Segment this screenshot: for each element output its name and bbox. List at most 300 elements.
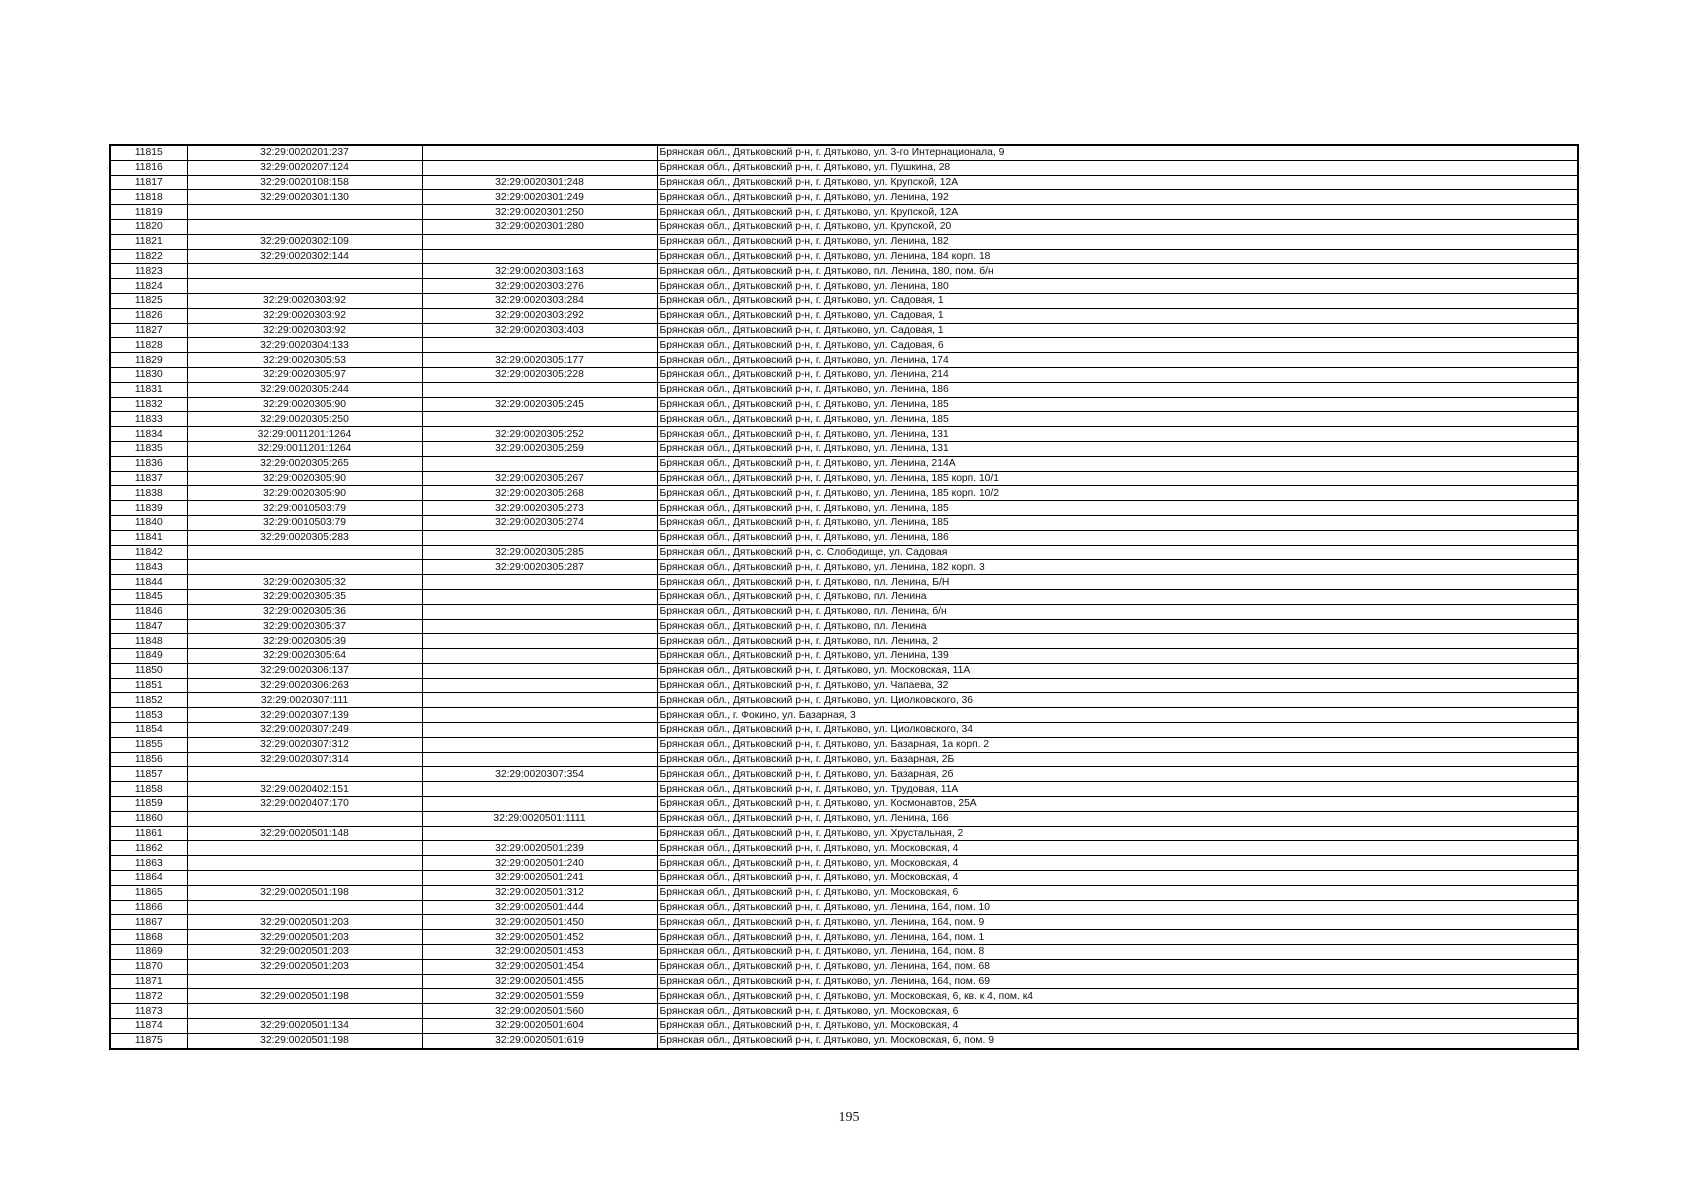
address-cell: Брянская обл., Дятьковский р-н, г. Дятьково, ул. Московская, 6, пом. 9 — [657, 1033, 1578, 1048]
row-number-cell: 11860 — [110, 811, 187, 826]
table-row — [110, 1019, 1578, 1034]
address-cell: Брянская обл., Дятьковский р-н, г. Дятьково, ул. Ленина, 164, пом. 9 — [657, 915, 1578, 930]
related-cadastral-number-cell: 32:29:0020501:619 — [422, 1033, 657, 1048]
row-number-cell: 11833 — [110, 412, 187, 427]
table-row — [110, 1033, 1578, 1048]
row-number-cell: 11835 — [110, 441, 187, 456]
table-row — [110, 797, 1578, 812]
table-row — [110, 737, 1578, 752]
cadastral-number-cell: 32:29:0020402:151 — [187, 782, 422, 797]
address-cell: Брянская обл., Дятьковский р-н, г. Дятьково, ул. Московская, 6, кв. к 4, пом. к4 — [657, 989, 1578, 1004]
cadastral-number-cell: 32:29:0020303:92 — [187, 308, 422, 323]
related-cadastral-number-cell: 32:29:0020305:285 — [422, 545, 657, 560]
cadastral-number-cell: 32:29:0020302:109 — [187, 234, 422, 249]
address-cell: Брянская обл., Дятьковский р-н, г. Дятьково, ул. Ленина, 139 — [657, 649, 1578, 664]
related-cadastral-number-cell — [422, 619, 657, 634]
related-cadastral-number-cell — [422, 826, 657, 841]
row-number-cell: 11875 — [110, 1033, 187, 1048]
address-cell: Брянская обл., Дятьковский р-н, г. Дятьково, ул. Ленина, 182 корп. 3 — [657, 560, 1578, 575]
address-cell: Брянская обл., Дятьковский р-н, г. Дятьково, ул. Крупской, 20 — [657, 219, 1578, 234]
row-number-cell: 11859 — [110, 797, 187, 812]
table-row — [110, 323, 1578, 338]
cadastral-number-cell: 32:29:0020501:203 — [187, 945, 422, 960]
table-row — [110, 989, 1578, 1004]
row-number-cell: 11847 — [110, 619, 187, 634]
table-row — [110, 160, 1578, 175]
cadastral-number-cell — [187, 545, 422, 560]
cadastral-number-cell: 32:29:0010503:79 — [187, 515, 422, 530]
table-row — [110, 338, 1578, 353]
address-cell: Брянская обл., Дятьковский р-н, г. Дятьково, ул. Садовая, 1 — [657, 323, 1578, 338]
cadastral-number-cell — [187, 900, 422, 915]
row-number-cell: 11853 — [110, 708, 187, 723]
row-number-cell: 11872 — [110, 989, 187, 1004]
row-number-cell: 11862 — [110, 841, 187, 856]
cadastral-number-cell: 32:29:0020501:148 — [187, 826, 422, 841]
row-number-cell: 11871 — [110, 974, 187, 989]
table-row — [110, 397, 1578, 412]
cadastral-number-cell: 32:29:0020201:237 — [187, 145, 422, 160]
address-cell: Брянская обл., Дятьковский р-н, г. Дятьково, ул. Ленина, 174 — [657, 353, 1578, 368]
address-cell: Брянская обл., Дятьковский р-н, г. Дятьково, ул. Московская, 6 — [657, 1004, 1578, 1019]
address-cell: Брянская обл., Дятьковский р-н, г. Дятьково, ул. Циолковского, 36 — [657, 693, 1578, 708]
row-number-cell: 11839 — [110, 501, 187, 516]
table-row — [110, 885, 1578, 900]
table-row — [110, 249, 1578, 264]
related-cadastral-number-cell: 32:29:0020305:259 — [422, 441, 657, 456]
cadastral-number-cell: 32:29:0020305:39 — [187, 634, 422, 649]
address-cell: Брянская обл., Дятьковский р-н, г. Дятьково, ул. Ленина, 164, пом. 1 — [657, 930, 1578, 945]
related-cadastral-number-cell — [422, 649, 657, 664]
related-cadastral-number-cell: 32:29:0020501:454 — [422, 959, 657, 974]
address-cell: Брянская обл., Дятьковский р-н, г. Дятьково, ул. Ленина, 184 корп. 18 — [657, 249, 1578, 264]
cadastral-number-cell: 32:29:0020501:198 — [187, 989, 422, 1004]
row-number-cell: 11863 — [110, 856, 187, 871]
table-row — [110, 205, 1578, 220]
cadastral-number-cell: 32:29:0020501:203 — [187, 930, 422, 945]
cadastral-number-cell: 32:29:0020306:263 — [187, 678, 422, 693]
address-cell: Брянская обл., Дятьковский р-н, г. Дятьково, ул. Ленина, 185 — [657, 397, 1578, 412]
address-cell: Брянская обл., Дятьковский р-н, г. Дятьково, ул. Ленина, 186 — [657, 530, 1578, 545]
row-number-cell: 11843 — [110, 560, 187, 575]
related-cadastral-number-cell: 32:29:0020501:455 — [422, 974, 657, 989]
related-cadastral-number-cell — [422, 338, 657, 353]
row-number-cell: 11864 — [110, 871, 187, 886]
row-number-cell: 11848 — [110, 634, 187, 649]
row-number-cell: 11867 — [110, 915, 187, 930]
related-cadastral-number-cell: 32:29:0020303:292 — [422, 308, 657, 323]
address-cell: Брянская обл., Дятьковский р-н, г. Дятьково, ул. Ленина, 186 — [657, 382, 1578, 397]
address-cell: Брянская обл., Дятьковский р-н, г. Дятьково, ул. Базарная, 1а корп. 2 — [657, 737, 1578, 752]
table-row — [110, 456, 1578, 471]
row-number-cell: 11851 — [110, 678, 187, 693]
row-number-cell: 11856 — [110, 752, 187, 767]
cadastral-number-cell: 32:29:0020304:133 — [187, 338, 422, 353]
table-row — [110, 530, 1578, 545]
related-cadastral-number-cell — [422, 456, 657, 471]
row-number-cell: 11827 — [110, 323, 187, 338]
address-cell: Брянская обл., Дятьковский р-н, г. Дятьково, ул. Крупской, 12А — [657, 175, 1578, 190]
related-cadastral-number-cell — [422, 604, 657, 619]
row-number-cell: 11820 — [110, 219, 187, 234]
row-number-cell: 11818 — [110, 190, 187, 205]
table-row — [110, 649, 1578, 664]
row-number-cell: 11828 — [110, 338, 187, 353]
address-cell: Брянская обл., Дятьковский р-н, г. Дятьково, ул. Циолковского, 34 — [657, 723, 1578, 738]
cadastral-number-cell — [187, 856, 422, 871]
address-cell: Брянская обл., Дятьковский р-н, г. Дятьково, пл. Ленина — [657, 619, 1578, 634]
related-cadastral-number-cell: 32:29:0020305:287 — [422, 560, 657, 575]
cadastral-number-cell: 32:29:0020501:203 — [187, 915, 422, 930]
table-row — [110, 308, 1578, 323]
cadastral-number-cell — [187, 219, 422, 234]
cadastral-number-cell: 32:29:0020207:124 — [187, 160, 422, 175]
address-cell: Брянская обл., Дятьковский р-н, г. Дятьково, ул. Московская, 4 — [657, 841, 1578, 856]
row-number-cell: 11825 — [110, 293, 187, 308]
table-row — [110, 589, 1578, 604]
row-number-cell: 11846 — [110, 604, 187, 619]
related-cadastral-number-cell — [422, 530, 657, 545]
table-row — [110, 279, 1578, 294]
table-row — [110, 486, 1578, 501]
address-cell: Брянская обл., Дятьковский р-н, г. Дятьково, ул. Московская, 4 — [657, 871, 1578, 886]
row-number-cell: 11842 — [110, 545, 187, 560]
related-cadastral-number-cell — [422, 752, 657, 767]
table-row — [110, 190, 1578, 205]
cadastral-number-cell: 32:29:0020305:90 — [187, 471, 422, 486]
related-cadastral-number-cell: 32:29:0020307:354 — [422, 767, 657, 782]
related-cadastral-number-cell — [422, 693, 657, 708]
row-number-cell: 11831 — [110, 382, 187, 397]
cadastral-number-cell — [187, 767, 422, 782]
row-number-cell: 11852 — [110, 693, 187, 708]
related-cadastral-number-cell — [422, 634, 657, 649]
table-row — [110, 871, 1578, 886]
related-cadastral-number-cell: 32:29:0020305:252 — [422, 427, 657, 442]
related-cadastral-number-cell — [422, 234, 657, 249]
table-row — [110, 900, 1578, 915]
table-row — [110, 575, 1578, 590]
related-cadastral-number-cell: 32:29:0020305:228 — [422, 367, 657, 382]
related-cadastral-number-cell: 32:29:0020305:273 — [422, 501, 657, 516]
row-number-cell: 11817 — [110, 175, 187, 190]
related-cadastral-number-cell — [422, 575, 657, 590]
row-number-cell: 11829 — [110, 353, 187, 368]
registry-table — [109, 144, 1579, 1050]
row-number-cell: 11854 — [110, 723, 187, 738]
cadastral-number-cell: 32:29:0020305:32 — [187, 575, 422, 590]
cadastral-number-cell: 32:29:0020305:36 — [187, 604, 422, 619]
cadastral-number-cell: 32:29:0020501:198 — [187, 1033, 422, 1048]
related-cadastral-number-cell: 32:29:0020501:239 — [422, 841, 657, 856]
table-row — [110, 471, 1578, 486]
cadastral-number-cell: 32:29:0020305:35 — [187, 589, 422, 604]
row-number-cell: 11819 — [110, 205, 187, 220]
table-row — [110, 293, 1578, 308]
cadastral-number-cell: 32:29:0020303:92 — [187, 293, 422, 308]
table-row — [110, 752, 1578, 767]
table-row — [110, 708, 1578, 723]
related-cadastral-number-cell: 32:29:0020301:249 — [422, 190, 657, 205]
row-number-cell: 11823 — [110, 264, 187, 279]
address-cell: Брянская обл., Дятьковский р-н, г. Дятьково, ул. Ленина, 185 — [657, 501, 1578, 516]
address-cell: Брянская обл., Дятьковский р-н, г. Дятьково, ул. Садовая, 1 — [657, 293, 1578, 308]
cadastral-number-cell: 32:29:0020407:170 — [187, 797, 422, 812]
related-cadastral-number-cell — [422, 412, 657, 427]
address-cell: Брянская обл., Дятьковский р-н, г. Дятьково, ул. Базарная, 2б — [657, 767, 1578, 782]
row-number-cell: 11870 — [110, 959, 187, 974]
cadastral-number-cell: 32:29:0020305:283 — [187, 530, 422, 545]
address-cell: Брянская обл., Дятьковский р-н, г. Дятьково, ул. Ленина, 182 — [657, 234, 1578, 249]
row-number-cell: 11826 — [110, 308, 187, 323]
cadastral-number-cell: 32:29:0020301:130 — [187, 190, 422, 205]
table-row — [110, 693, 1578, 708]
cadastral-number-cell: 32:29:0020305:244 — [187, 382, 422, 397]
related-cadastral-number-cell: 32:29:0020501:444 — [422, 900, 657, 915]
table-row — [110, 382, 1578, 397]
related-cadastral-number-cell: 32:29:0020305:245 — [422, 397, 657, 412]
table-row — [110, 412, 1578, 427]
address-cell: Брянская обл., Дятьковский р-н, г. Дятьково, ул. Московская, 4 — [657, 1019, 1578, 1034]
address-cell: Брянская обл., Дятьковский р-н, г. Дятьково, ул. Ленина, 185 корп. 10/2 — [657, 486, 1578, 501]
row-number-cell: 11850 — [110, 663, 187, 678]
cadastral-number-cell: 32:29:0020307:249 — [187, 723, 422, 738]
row-number-cell: 11858 — [110, 782, 187, 797]
address-cell: Брянская обл., Дятьковский р-н, г. Дятьково, ул. Ленина, 131 — [657, 441, 1578, 456]
related-cadastral-number-cell: 32:29:0020501:604 — [422, 1019, 657, 1034]
cadastral-number-cell: 32:29:0020501:203 — [187, 959, 422, 974]
table-row — [110, 930, 1578, 945]
table-row — [110, 826, 1578, 841]
related-cadastral-number-cell: 32:29:0020301:248 — [422, 175, 657, 190]
row-number-cell: 11824 — [110, 279, 187, 294]
related-cadastral-number-cell: 32:29:0020501:453 — [422, 945, 657, 960]
related-cadastral-number-cell — [422, 249, 657, 264]
related-cadastral-number-cell: 32:29:0020501:560 — [422, 1004, 657, 1019]
table-row — [110, 663, 1578, 678]
table-row — [110, 604, 1578, 619]
cadastral-number-cell — [187, 871, 422, 886]
address-cell: Брянская обл., Дятьковский р-н, г. Дятьково, пл. Ленина, 2 — [657, 634, 1578, 649]
address-cell: Брянская обл., Дятьковский р-н, г. Дятьково, ул. Московская, 11А — [657, 663, 1578, 678]
address-cell: Брянская обл., Дятьковский р-н, г. Дятьково, ул. Базарная, 2Б — [657, 752, 1578, 767]
table-row — [110, 1004, 1578, 1019]
table-row — [110, 560, 1578, 575]
table-row — [110, 515, 1578, 530]
row-number-cell: 11874 — [110, 1019, 187, 1034]
address-cell: Брянская обл., Дятьковский р-н, г. Дятьково, пл. Ленина, 180, пом. б/н — [657, 264, 1578, 279]
related-cadastral-number-cell: 32:29:0020301:250 — [422, 205, 657, 220]
cadastral-number-cell — [187, 1004, 422, 1019]
cadastral-number-cell: 32:29:0020306:137 — [187, 663, 422, 678]
related-cadastral-number-cell: 32:29:0020501:559 — [422, 989, 657, 1004]
table-row — [110, 234, 1578, 249]
row-number-cell: 11869 — [110, 945, 187, 960]
related-cadastral-number-cell: 32:29:0020501:452 — [422, 930, 657, 945]
related-cadastral-number-cell: 32:29:0020305:177 — [422, 353, 657, 368]
cadastral-number-cell: 32:29:0020305:97 — [187, 367, 422, 382]
table-row — [110, 678, 1578, 693]
row-number-cell: 11815 — [110, 145, 187, 160]
related-cadastral-number-cell — [422, 678, 657, 693]
related-cadastral-number-cell: 32:29:0020501:312 — [422, 885, 657, 900]
related-cadastral-number-cell — [422, 663, 657, 678]
row-number-cell: 11855 — [110, 737, 187, 752]
related-cadastral-number-cell — [422, 782, 657, 797]
address-cell: Брянская обл., Дятьковский р-н, г. Дятьково, пл. Ленина — [657, 589, 1578, 604]
row-number-cell: 11845 — [110, 589, 187, 604]
related-cadastral-number-cell — [422, 723, 657, 738]
cadastral-number-cell: 32:29:0020305:37 — [187, 619, 422, 634]
row-number-cell: 11838 — [110, 486, 187, 501]
row-number-cell: 11836 — [110, 456, 187, 471]
address-cell: Брянская обл., Дятьковский р-н, г. Дятьково, ул. Ленина, 164, пом. 8 — [657, 945, 1578, 960]
table-row — [110, 959, 1578, 974]
address-cell: Брянская обл., Дятьковский р-н, г. Дятьково, ул. Чапаева, 32 — [657, 678, 1578, 693]
cadastral-number-cell — [187, 264, 422, 279]
address-cell: Брянская обл., Дятьковский р-н, г. Дятьково, ул. Хрустальная, 2 — [657, 826, 1578, 841]
row-number-cell: 11830 — [110, 367, 187, 382]
table-row — [110, 367, 1578, 382]
row-number-cell: 11832 — [110, 397, 187, 412]
related-cadastral-number-cell — [422, 589, 657, 604]
address-cell: Брянская обл., Дятьковский р-н, г. Дятьково, ул. Космонавтов, 25А — [657, 797, 1578, 812]
cadastral-number-cell: 32:29:0020305:90 — [187, 486, 422, 501]
related-cadastral-number-cell — [422, 737, 657, 752]
cadastral-number-cell: 32:29:0020305:53 — [187, 353, 422, 368]
address-cell: Брянская обл., Дятьковский р-н, г. Дятьково, ул. Садовая, 6 — [657, 338, 1578, 353]
row-number-cell: 11873 — [110, 1004, 187, 1019]
row-number-cell: 11821 — [110, 234, 187, 249]
cadastral-number-cell: 32:29:0020305:90 — [187, 397, 422, 412]
address-cell: Брянская обл., Дятьковский р-н, г. Дятьково, ул. Ленина, 164, пом. 69 — [657, 974, 1578, 989]
table-row — [110, 767, 1578, 782]
row-number-cell: 11844 — [110, 575, 187, 590]
table-row — [110, 782, 1578, 797]
cadastral-number-cell: 32:29:0010503:79 — [187, 501, 422, 516]
table-row — [110, 441, 1578, 456]
address-cell: Брянская обл., Дятьковский р-н, г. Дятьково, ул. Ленина, 131 — [657, 427, 1578, 442]
related-cadastral-number-cell: 32:29:0020303:276 — [422, 279, 657, 294]
cadastral-number-cell: 32:29:0020307:139 — [187, 708, 422, 723]
address-cell: Брянская обл., Дятьковский р-н, г. Дятьково, ул. Ленина, 164, пом. 68 — [657, 959, 1578, 974]
related-cadastral-number-cell: 32:29:0020303:284 — [422, 293, 657, 308]
address-cell: Брянская обл., Дятьковский р-н, г. Дятьково, ул. Крупской, 12А — [657, 205, 1578, 220]
address-cell: Брянская обл., Дятьковский р-н, г. Дятьково, ул. Ленина, 214 — [657, 367, 1578, 382]
cadastral-number-cell: 32:29:0011201:1264 — [187, 427, 422, 442]
related-cadastral-number-cell: 32:29:0020501:450 — [422, 915, 657, 930]
related-cadastral-number-cell: 32:29:0020301:280 — [422, 219, 657, 234]
table-row — [110, 501, 1578, 516]
table-row — [110, 545, 1578, 560]
row-number-cell: 11837 — [110, 471, 187, 486]
related-cadastral-number-cell — [422, 145, 657, 160]
table-row — [110, 723, 1578, 738]
related-cadastral-number-cell — [422, 708, 657, 723]
table-row — [110, 634, 1578, 649]
row-number-cell: 11840 — [110, 515, 187, 530]
cadastral-number-cell — [187, 841, 422, 856]
row-number-cell: 11857 — [110, 767, 187, 782]
cadastral-number-cell: 32:29:0020303:92 — [187, 323, 422, 338]
related-cadastral-number-cell: 32:29:0020305:268 — [422, 486, 657, 501]
table-row — [110, 974, 1578, 989]
address-cell: Брянская обл., Дятьковский р-н, г. Дятьково, ул. Пушкина, 28 — [657, 160, 1578, 175]
address-cell: Брянская обл., Дятьковский р-н, г. Дятьково, ул. Ленина, 185 — [657, 412, 1578, 427]
cadastral-number-cell: 32:29:0020305:250 — [187, 412, 422, 427]
related-cadastral-number-cell: 32:29:0020305:274 — [422, 515, 657, 530]
cadastral-number-cell: 32:29:0020307:111 — [187, 693, 422, 708]
row-number-cell: 11849 — [110, 649, 187, 664]
address-cell: Брянская обл., Дятьковский р-н, г. Дятьково, ул. 3-го Интернационала, 9 — [657, 145, 1578, 160]
table-row — [110, 219, 1578, 234]
table-row — [110, 915, 1578, 930]
table-row — [110, 427, 1578, 442]
address-cell: Брянская обл., г. Фокино, ул. Базарная, 3 — [657, 708, 1578, 723]
address-cell: Брянская обл., Дятьковский р-н, с. Слободище, ул. Садовая — [657, 545, 1578, 560]
table-row — [110, 945, 1578, 960]
row-number-cell: 11865 — [110, 885, 187, 900]
cadastral-number-cell: 32:29:0020108:158 — [187, 175, 422, 190]
row-number-cell: 11841 — [110, 530, 187, 545]
table-row — [110, 145, 1578, 160]
related-cadastral-number-cell — [422, 382, 657, 397]
row-number-cell: 11822 — [110, 249, 187, 264]
address-cell: Брянская обл., Дятьковский р-н, г. Дятьково, ул. Садовая, 1 — [657, 308, 1578, 323]
cadastral-number-cell — [187, 279, 422, 294]
cadastral-number-cell: 32:29:0020501:198 — [187, 885, 422, 900]
row-number-cell: 11816 — [110, 160, 187, 175]
related-cadastral-number-cell: 32:29:0020303:403 — [422, 323, 657, 338]
address-cell: Брянская обл., Дятьковский р-н, г. Дятьково, пл. Ленина, б/н — [657, 604, 1578, 619]
address-cell: Брянская обл., Дятьковский р-н, г. Дятьково, ул. Московская, 6 — [657, 885, 1578, 900]
cadastral-number-cell: 32:29:0011201:1264 — [187, 441, 422, 456]
address-cell: Брянская обл., Дятьковский р-н, г. Дятьково, ул. Ленина, 185 корп. 10/1 — [657, 471, 1578, 486]
row-number-cell: 11834 — [110, 427, 187, 442]
row-number-cell: 11868 — [110, 930, 187, 945]
related-cadastral-number-cell — [422, 797, 657, 812]
cadastral-number-cell — [187, 205, 422, 220]
table-row — [110, 856, 1578, 871]
address-cell: Брянская обл., Дятьковский р-н, г. Дятьково, ул. Ленина, 180 — [657, 279, 1578, 294]
table-row — [110, 811, 1578, 826]
table-row — [110, 264, 1578, 279]
row-number-cell: 11866 — [110, 900, 187, 915]
table-row — [110, 619, 1578, 634]
address-cell: Брянская обл., Дятьковский р-н, г. Дятьково, ул. Ленина, 166 — [657, 811, 1578, 826]
cadastral-number-cell: 32:29:0020501:134 — [187, 1019, 422, 1034]
cadastral-number-cell: 32:29:0020307:312 — [187, 737, 422, 752]
page-number: 195 — [838, 1110, 860, 1125]
related-cadastral-number-cell: 32:29:0020305:267 — [422, 471, 657, 486]
cadastral-number-cell: 32:29:0020305:265 — [187, 456, 422, 471]
related-cadastral-number-cell: 32:29:0020501:1111 — [422, 811, 657, 826]
related-cadastral-number-cell: 32:29:0020501:241 — [422, 871, 657, 886]
cadastral-number-cell — [187, 811, 422, 826]
related-cadastral-number-cell — [422, 160, 657, 175]
address-cell: Брянская обл., Дятьковский р-н, г. Дятьково, ул. Ленина, 192 — [657, 190, 1578, 205]
cadastral-number-cell — [187, 560, 422, 575]
address-cell: Брянская обл., Дятьковский р-н, г. Дятьково, пл. Ленина, Б/Н — [657, 575, 1578, 590]
table-row — [110, 353, 1578, 368]
related-cadastral-number-cell: 32:29:0020501:240 — [422, 856, 657, 871]
address-cell: Брянская обл., Дятьковский р-н, г. Дятьково, ул. Ленина, 164, пом. 10 — [657, 900, 1578, 915]
address-cell: Брянская обл., Дятьковский р-н, г. Дятьково, ул. Трудовая, 11А — [657, 782, 1578, 797]
address-cell: Брянская обл., Дятьковский р-н, г. Дятьково, ул. Ленина, 185 — [657, 515, 1578, 530]
table-row — [110, 841, 1578, 856]
cadastral-number-cell: 32:29:0020305:64 — [187, 649, 422, 664]
row-number-cell: 11861 — [110, 826, 187, 841]
